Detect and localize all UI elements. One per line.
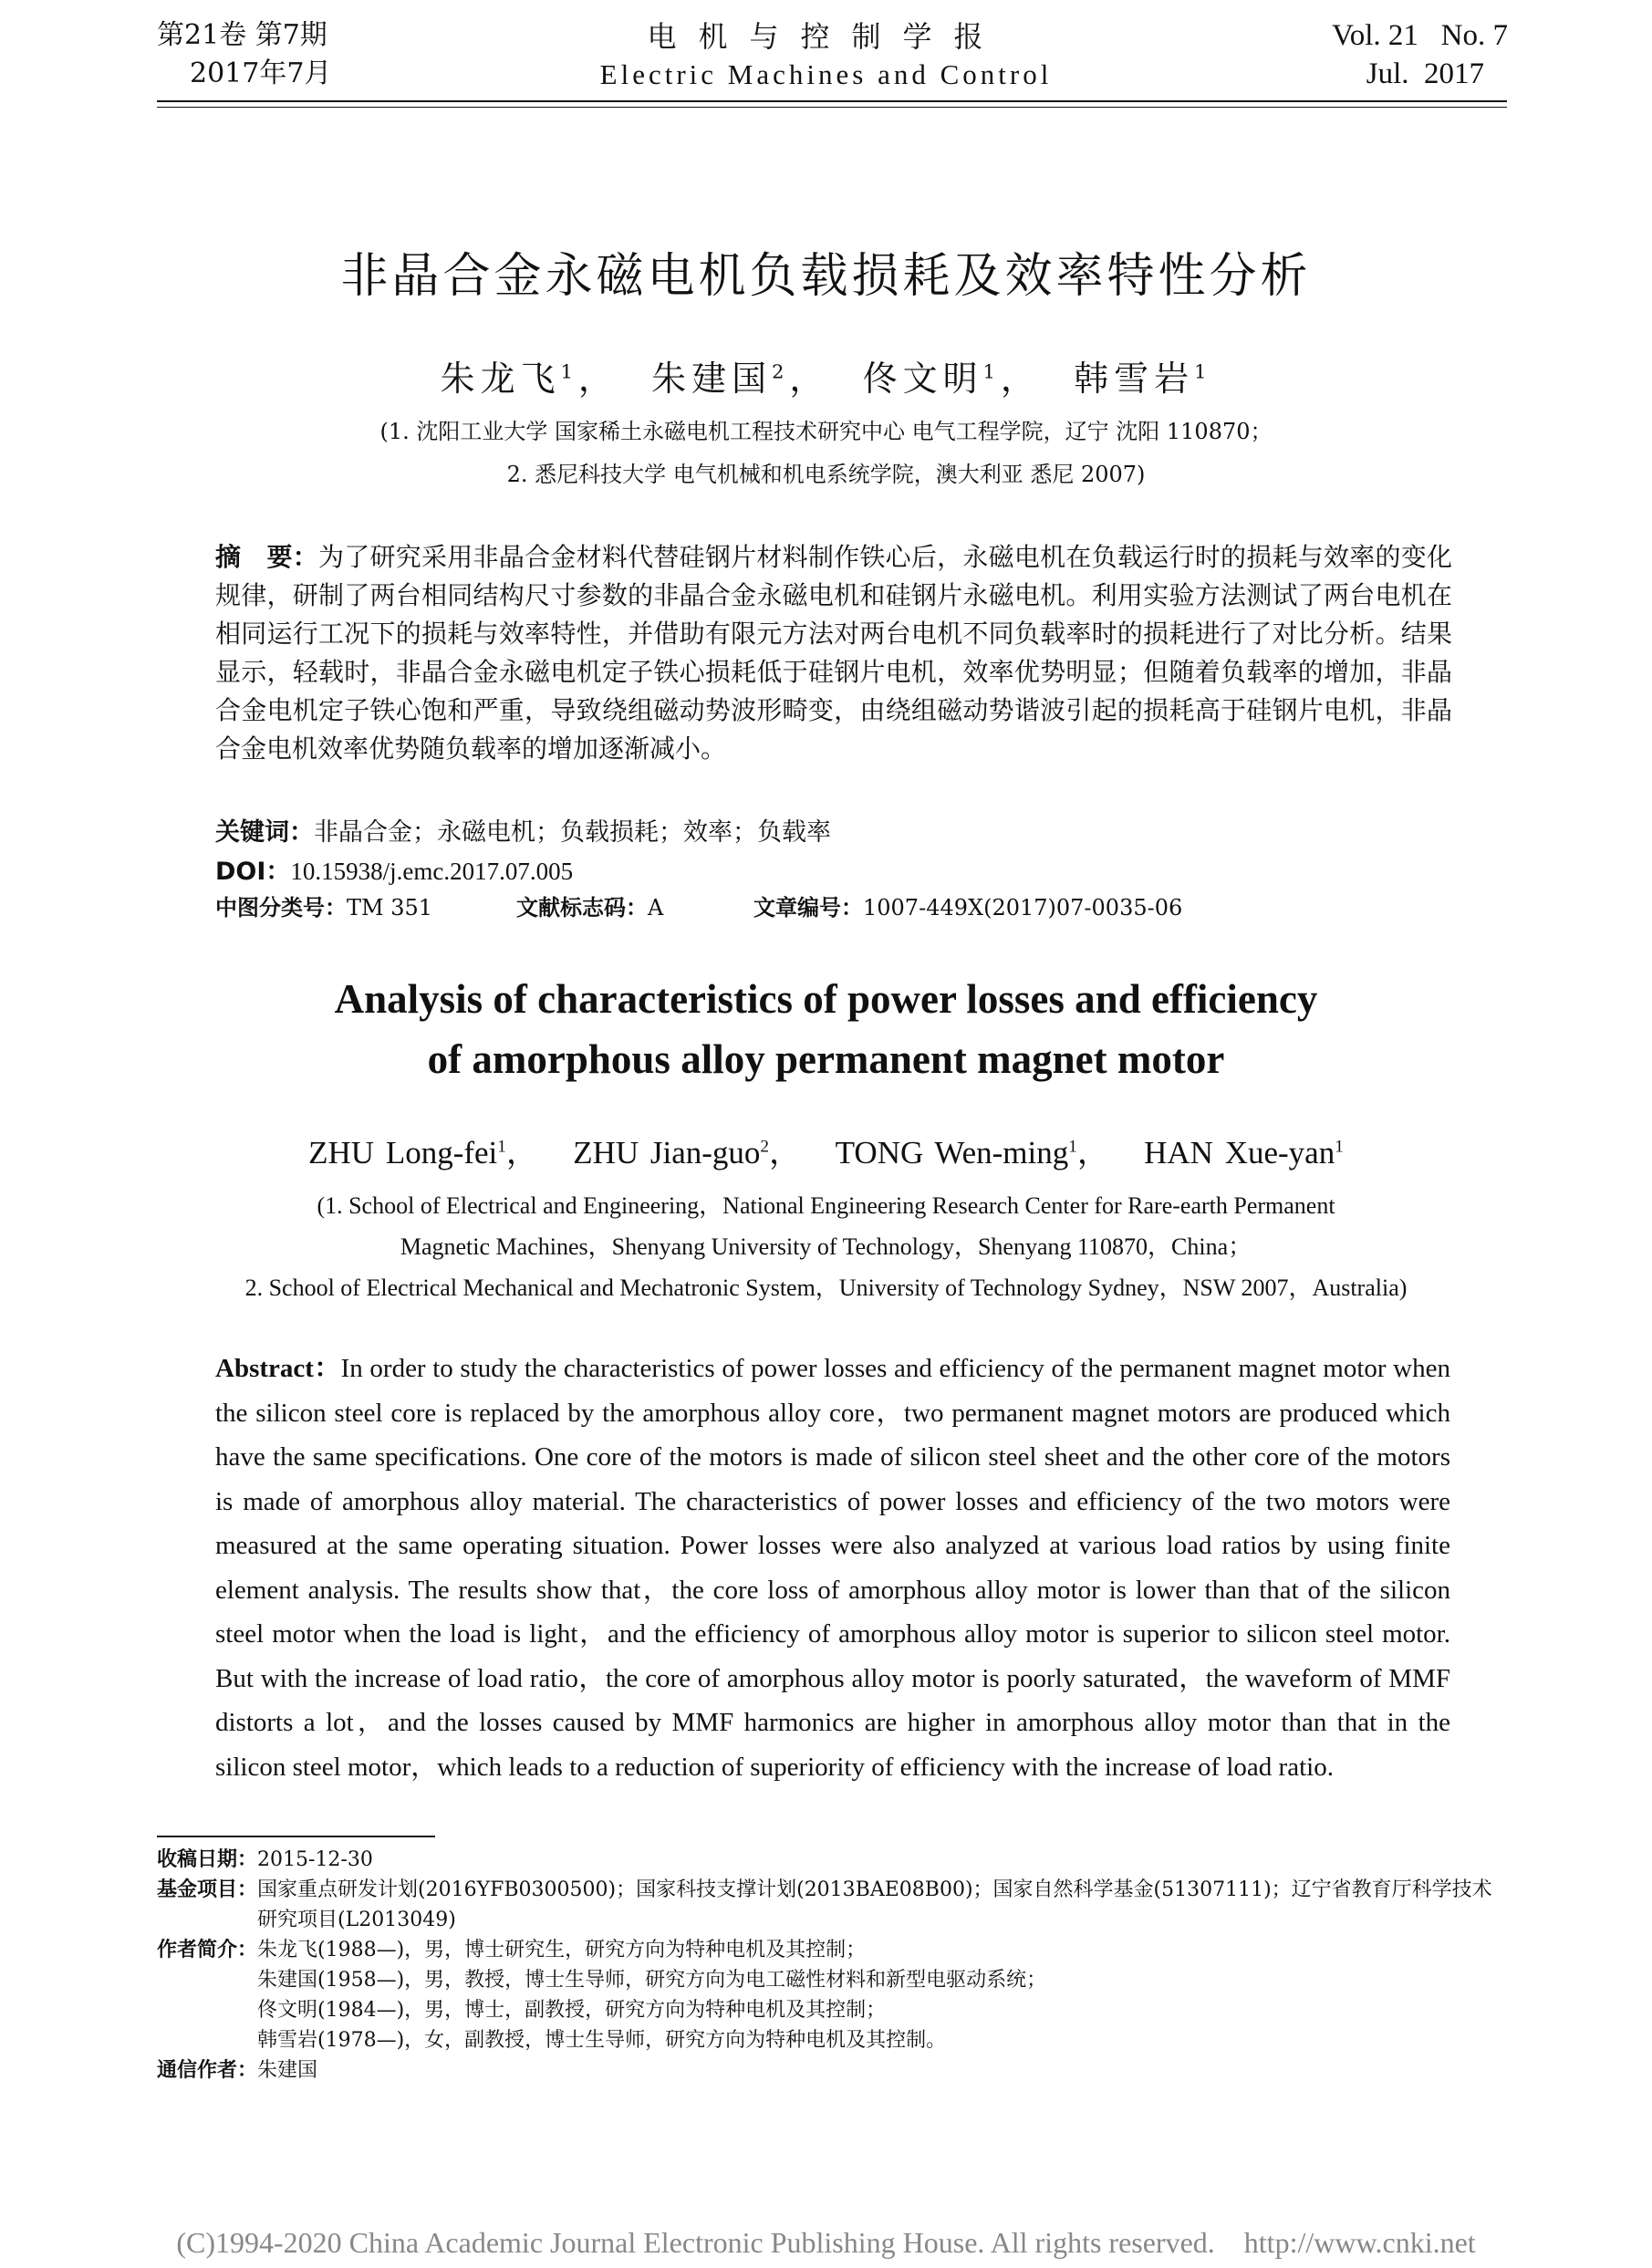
journal-title-en: Electric Machines and Control: [599, 58, 1053, 90]
affiliation-en-line: (1. School of Electrical and Engineering，National Engineering Research Center for Rare-earth Permanent: [317, 1192, 1335, 1219]
author-en: TONG Wen-ming$^1$，: [835, 1135, 1109, 1170]
keywords-label: 关键词：: [215, 818, 314, 847]
date-cn: 2017年7月: [190, 57, 332, 89]
author-en: HAN Xue-yan$^1$: [1144, 1135, 1344, 1170]
copyright-footer: (C)1994-2020 China Academic Journal Electronic Publishing House. All rights reserved. http://www.cnki.net: [176, 2226, 1476, 2259]
date-en: Jul. 2017: [1366, 57, 1484, 90]
header-rule-thin: [157, 107, 1507, 108]
bio-line: 朱龙飞(1988—)，男，博士研究生，研究方向为特种电机及其控制；: [257, 1939, 867, 1961]
affiliation-en-line: 2. School of Electrical Mechanical and Mechatronic System，University of Technology Sydney，NSW 2007，Australia): [244, 1274, 1408, 1301]
bio-line: 韩雪岩(1978—)，女，副教授，博士生导师，研究方向为特种电机及其控制。: [257, 2029, 947, 2052]
classification-row: [215, 890, 1456, 925]
authors-en: [0, 1131, 1652, 1175]
clc-value: TM 351: [347, 895, 433, 921]
author-cn: 朱建国$^2$，: [651, 359, 830, 399]
author-cn: 朱龙飞$^1$，: [440, 359, 618, 399]
authors-cn: [0, 356, 1652, 401]
corresponding-author: 通信作者：朱建国: [157, 2059, 318, 2082]
journal-title-cn: 电机与控制学报: [647, 19, 1005, 54]
footnotes: [157, 1845, 1507, 2086]
doc-code-value: A: [648, 895, 664, 921]
author-en: ZHU Jian-guo$^2$，: [573, 1135, 802, 1170]
author-cn: 佟文明$^1$，: [862, 359, 1041, 399]
doi-text: 10.15938/j.emc.2017.07.005: [290, 858, 574, 885]
abstract-en-text: In order to study the characteristics of power losses and efficiency of the permanent magnet motor when the silicon steel core is replaced by the amorphous alloy core，two permanent magnet motors are produced which have the same specifications. One core of the motors is made of silicon steel sheet and the other core of the motors is made of amorphous alloy material. The characteristics of power losses and efficiency of the two motors were measured at the same operating situation. Power losses were also analyzed at various load ratios by using finite element analysis. The results show that，the core loss of amorphous alloy motor is lower than that of the silicon steel motor when the load is light，and the efficiency of amorphous alloy motor is superior to silicon steel motor. But with the increase of load ratio，the core of amorphous alloy motor is poorly saturated，the waveform of MMF distorts a lot，and the losses caused by MMF harmonics are higher in amorphous alloy motor than that in the silicon steel motor，which leads to a reduction of superiority of efficiency with the increase of load ratio.: [215, 1354, 1450, 1782]
author-bios: 作者简介： 朱龙飞(1988—)，男，博士研究生，研究方向为特种电机及其控制； 朱建国(1958—)，男，教授，博士生导师，研究方向为电工磁性材料和新型电驱动系统； 佟文明(1984—)，男，博士，副教授，研究方向为特种电机及其控制； 韩雪岩(1978—)，女，副教授，博士生导师，研究方向为特种电机及其控制。: [157, 1935, 1507, 2055]
abstract-cn: [215, 538, 1452, 768]
doi-label: DOI：: [215, 858, 291, 886]
volume-cn: 第21卷 第7期: [157, 19, 327, 51]
header-rule: [157, 100, 1507, 102]
volume-en: Vol. 21 No. 7: [1332, 19, 1508, 52]
affiliation-cn-line: (1. 沈阳工业大学 国家稀土永磁电机工程技术研究中心 电气工程学院，辽宁 沈阳 110870；: [379, 419, 1273, 444]
keywords-cn: [215, 816, 1456, 850]
paper-title-en-line: Analysis of characteristics of power losses and efficiency: [334, 976, 1318, 1022]
paper-title-en: [0, 969, 1652, 1089]
author-cn: 韩雪岩$^1$: [1074, 359, 1212, 399]
header-right: [1332, 16, 1508, 93]
article-no-value: 1007-449X(2017)07-0035-06: [863, 895, 1183, 921]
clc-label: 中图分类号：: [215, 895, 347, 921]
received-date: 收稿日期：2015-12-30: [157, 1848, 373, 1871]
doc-code-label: 文献标志码：: [516, 895, 648, 921]
keywords-text: 非晶合金；永磁电机；负载损耗；效率；负载率: [314, 818, 831, 847]
author-en: ZHU Long-fei$^1$，: [308, 1135, 538, 1170]
abstract-cn-text: 为了研究采用非晶合金材料代替硅钢片材料制作铁心后，永磁电机在负载运行时的损耗与效率的变化规律，研制了两台相同结构尺寸参数的非晶合金永磁电机和硅钢片永磁电机。利用实验方法测试了两台电机在相同运行工况下的损耗与效率特性，并借助有限元方法对两台电机不同负载率时的损耗进行了对比分析。结果显示，轻载时，非晶合金永磁电机定子铁心损耗低于硅钢片电机，效率优势明显；但随着负载率的增加，非晶合金电机定子铁心饱和严重，导致绕组磁动势波形畸变，由绕组磁动势谐波引起的损耗高于硅钢片电机，非晶合金电机效率优势随负载率的增加逐渐减小。: [215, 542, 1452, 764]
affiliation-en-line: Magnetic Machines，Shenyang University of Technology，Shenyang 110870，China；: [400, 1233, 1252, 1260]
footnote-rule: [157, 1836, 435, 1837]
doi: [215, 854, 1456, 890]
paper-title-en-line: of amorphous alloy permanent magnet motor: [427, 1036, 1225, 1082]
bio-line: 朱建国(1958—)，男，教授，博士生导师，研究方向为电工磁性材料和新型电驱动系统；: [257, 1969, 1047, 1992]
bio-line: 佟文明(1984—)，男，博士，副教授，研究方向为特种电机及其控制；: [257, 1999, 887, 2022]
article-no-label: 文章编号：: [753, 895, 863, 921]
paper-title-cn: 非晶合金永磁电机负载损耗及效率特性分析: [340, 249, 1312, 304]
affiliation-cn-line: 2. 悉尼科技大学 电气机械和机电系统学院，澳大利亚 悉尼 2007): [506, 462, 1146, 487]
fund: 基金项目： 国家重点研发计划(2016YFB0300500)；国家科技支撑计划(2013BAE08B00)；国家自然科学基金(51307111)；辽宁省教育厅科学技术研究项目(L2013049): [157, 1878, 1492, 1931]
abstract-en: [215, 1347, 1450, 1789]
abstract-en-label: Abstract：: [215, 1354, 341, 1383]
abstract-cn-label: 摘 要：: [215, 542, 319, 572]
